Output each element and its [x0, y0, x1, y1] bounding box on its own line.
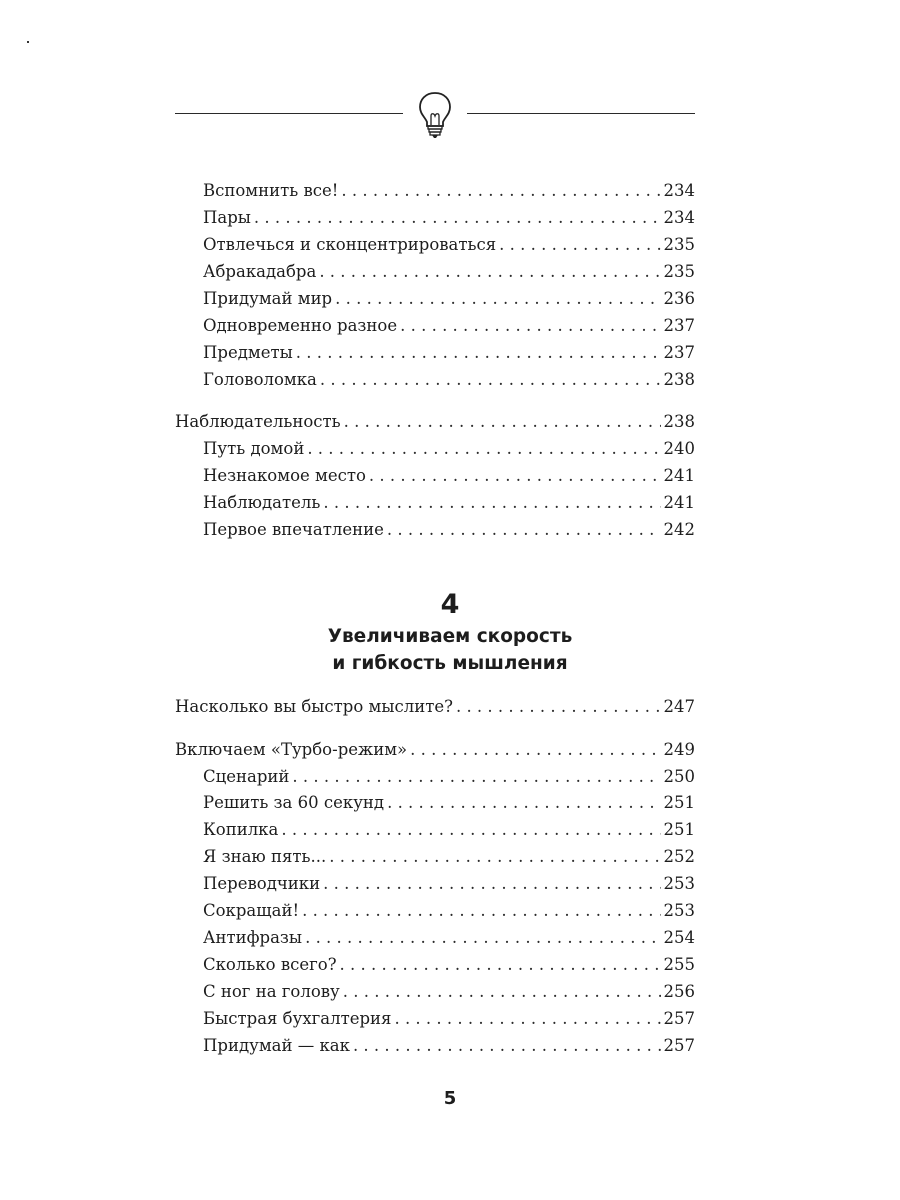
toc-item[interactable]: [203, 208, 695, 230]
toc-leader: [410, 740, 660, 760]
toc-item-title: Придумай — как: [203, 1036, 350, 1055]
toc-item[interactable]: [203, 928, 695, 950]
toc-item-title: Предметы: [203, 343, 293, 362]
header-rule-left: [175, 113, 403, 114]
toc-item-title: Придумай мир: [203, 289, 333, 308]
toc-leader: [302, 901, 660, 921]
toc-item[interactable]: [203, 874, 695, 896]
toc-item-title: Включаем «Турбо-режим»: [175, 740, 408, 759]
toc-leader: [281, 820, 660, 840]
toc-leader: [341, 181, 660, 201]
toc-item[interactable]: [203, 982, 695, 1004]
toc-item-page: 237: [663, 316, 695, 335]
toc-leader: [369, 466, 661, 486]
toc-item-page: 234: [663, 181, 695, 200]
toc-item-title: Быстрая бухгалтерия: [203, 1009, 392, 1028]
toc-item-page: 234: [663, 208, 695, 227]
toc-item[interactable]: [203, 466, 695, 488]
toc-leader: [387, 520, 661, 540]
toc-item[interactable]: [203, 370, 695, 392]
toc-leader: [353, 1036, 661, 1056]
toc-item[interactable]: [203, 1009, 695, 1031]
toc-item-page: 257: [663, 1009, 695, 1028]
toc-item[interactable]: [203, 767, 695, 789]
toc-leader: [292, 767, 660, 787]
toc-leader: [323, 493, 660, 513]
toc-item-page: 235: [663, 235, 695, 254]
toc-leader: [387, 793, 660, 813]
toc-item-page: 237: [663, 343, 695, 362]
toc-item-title: Наблюдатель: [203, 493, 321, 512]
toc-item-title: Насколько вы быстро мыслите?: [175, 697, 453, 716]
toc-item[interactable]: [203, 289, 695, 311]
toc-item-page: 253: [663, 901, 695, 920]
toc-item-page: 247: [663, 697, 695, 716]
toc-item-page: 241: [663, 493, 695, 512]
toc-item-title: Антифразы: [203, 928, 303, 947]
toc-section-heading[interactable]: [175, 412, 695, 434]
toc-item-page: 238: [663, 412, 695, 431]
toc-item-title: Незнакомое место: [203, 466, 366, 485]
toc-leader: [344, 412, 661, 432]
toc-item-page: 242: [663, 520, 695, 539]
toc-item-page: 256: [663, 982, 695, 1001]
toc-leader: [499, 235, 660, 255]
toc-item[interactable]: [203, 439, 695, 461]
toc-item-title: Абракадабра: [203, 262, 317, 281]
toc-item[interactable]: [203, 793, 695, 815]
toc-item-page: 253: [663, 874, 695, 893]
toc-item-title: Первое впечатление: [203, 520, 384, 539]
toc-leader: [307, 439, 660, 459]
toc-item[interactable]: [203, 847, 695, 869]
toc-item-page: 240: [663, 439, 695, 458]
toc-item-page: 251: [663, 820, 695, 839]
toc-item-title: Я знаю пять...: [203, 847, 327, 866]
toc-item-page: 235: [663, 262, 695, 281]
scan-speck: [27, 41, 29, 43]
toc-item-page: 254: [663, 928, 695, 947]
toc-section-heading[interactable]: [175, 697, 695, 719]
toc-item[interactable]: [203, 901, 695, 923]
toc-item[interactable]: [203, 262, 695, 284]
toc-leader: [400, 316, 660, 336]
toc-item[interactable]: [203, 235, 695, 257]
toc-item[interactable]: [203, 343, 695, 365]
toc-item-title: Переводчики: [203, 874, 321, 893]
chapter-number: 4: [440, 589, 460, 620]
toc-leader: [305, 928, 660, 948]
toc-leader: [335, 289, 660, 309]
toc-leader: [329, 847, 660, 867]
page-number: 5: [443, 1088, 457, 1109]
toc-item[interactable]: [203, 820, 695, 842]
toc-item-page: 238: [663, 370, 695, 389]
header-rule-right: [467, 113, 695, 114]
toc-item[interactable]: [203, 316, 695, 338]
toc-item[interactable]: [203, 493, 695, 515]
toc-item-page: 250: [663, 767, 695, 786]
toc-item[interactable]: [203, 955, 695, 977]
toc-item-page: 252: [663, 847, 695, 866]
toc-item-page: 257: [663, 1036, 695, 1055]
toc-leader: [323, 874, 660, 894]
toc-leader: [254, 208, 661, 228]
toc-item-title: Сколько всего?: [203, 955, 337, 974]
toc-item-title: Отвлечься и сконцентрироваться: [203, 235, 497, 254]
toc-item-title: Решить за 60 секунд: [203, 793, 385, 812]
toc-leader: [319, 262, 660, 282]
toc-item-title: Путь домой: [203, 439, 305, 458]
toc-leader: [340, 955, 661, 975]
toc-item-title: Сокращай!: [203, 901, 300, 920]
toc-leader: [343, 982, 661, 1002]
toc-item-title: Пары: [203, 208, 251, 227]
toc-item-title: С ног на голову: [203, 982, 340, 1001]
toc-item[interactable]: [203, 1036, 695, 1058]
toc-leader: [456, 697, 661, 717]
toc-item-page: 236: [663, 289, 695, 308]
toc-item-page: 255: [663, 955, 695, 974]
toc-section-heading[interactable]: [175, 740, 695, 762]
lightbulb-icon: [410, 89, 460, 141]
toc-item-title: Сценарий: [203, 767, 290, 786]
toc-item-title: Наблюдательность: [175, 412, 341, 431]
chapter-title: [0, 623, 900, 677]
chapter-title-line-2: и гибкость мышления: [332, 653, 568, 674]
toc-leader: [296, 343, 661, 363]
toc-item-title: Вспомнить все!: [203, 181, 339, 200]
toc-item-title: Одновременно разное: [203, 316, 398, 335]
toc-item-page: 251: [663, 793, 695, 812]
toc-leader: [394, 1009, 660, 1029]
toc-item-page: 249: [663, 740, 695, 759]
toc-item[interactable]: [203, 181, 695, 203]
toc-item[interactable]: [203, 520, 695, 542]
toc-leader: [320, 370, 661, 390]
toc-item-page: 241: [663, 466, 695, 485]
toc-item-title: Головоломка: [203, 370, 317, 389]
chapter-title-line-1: Увеличиваем скорость: [327, 626, 573, 647]
toc-item-title: Копилка: [203, 820, 279, 839]
